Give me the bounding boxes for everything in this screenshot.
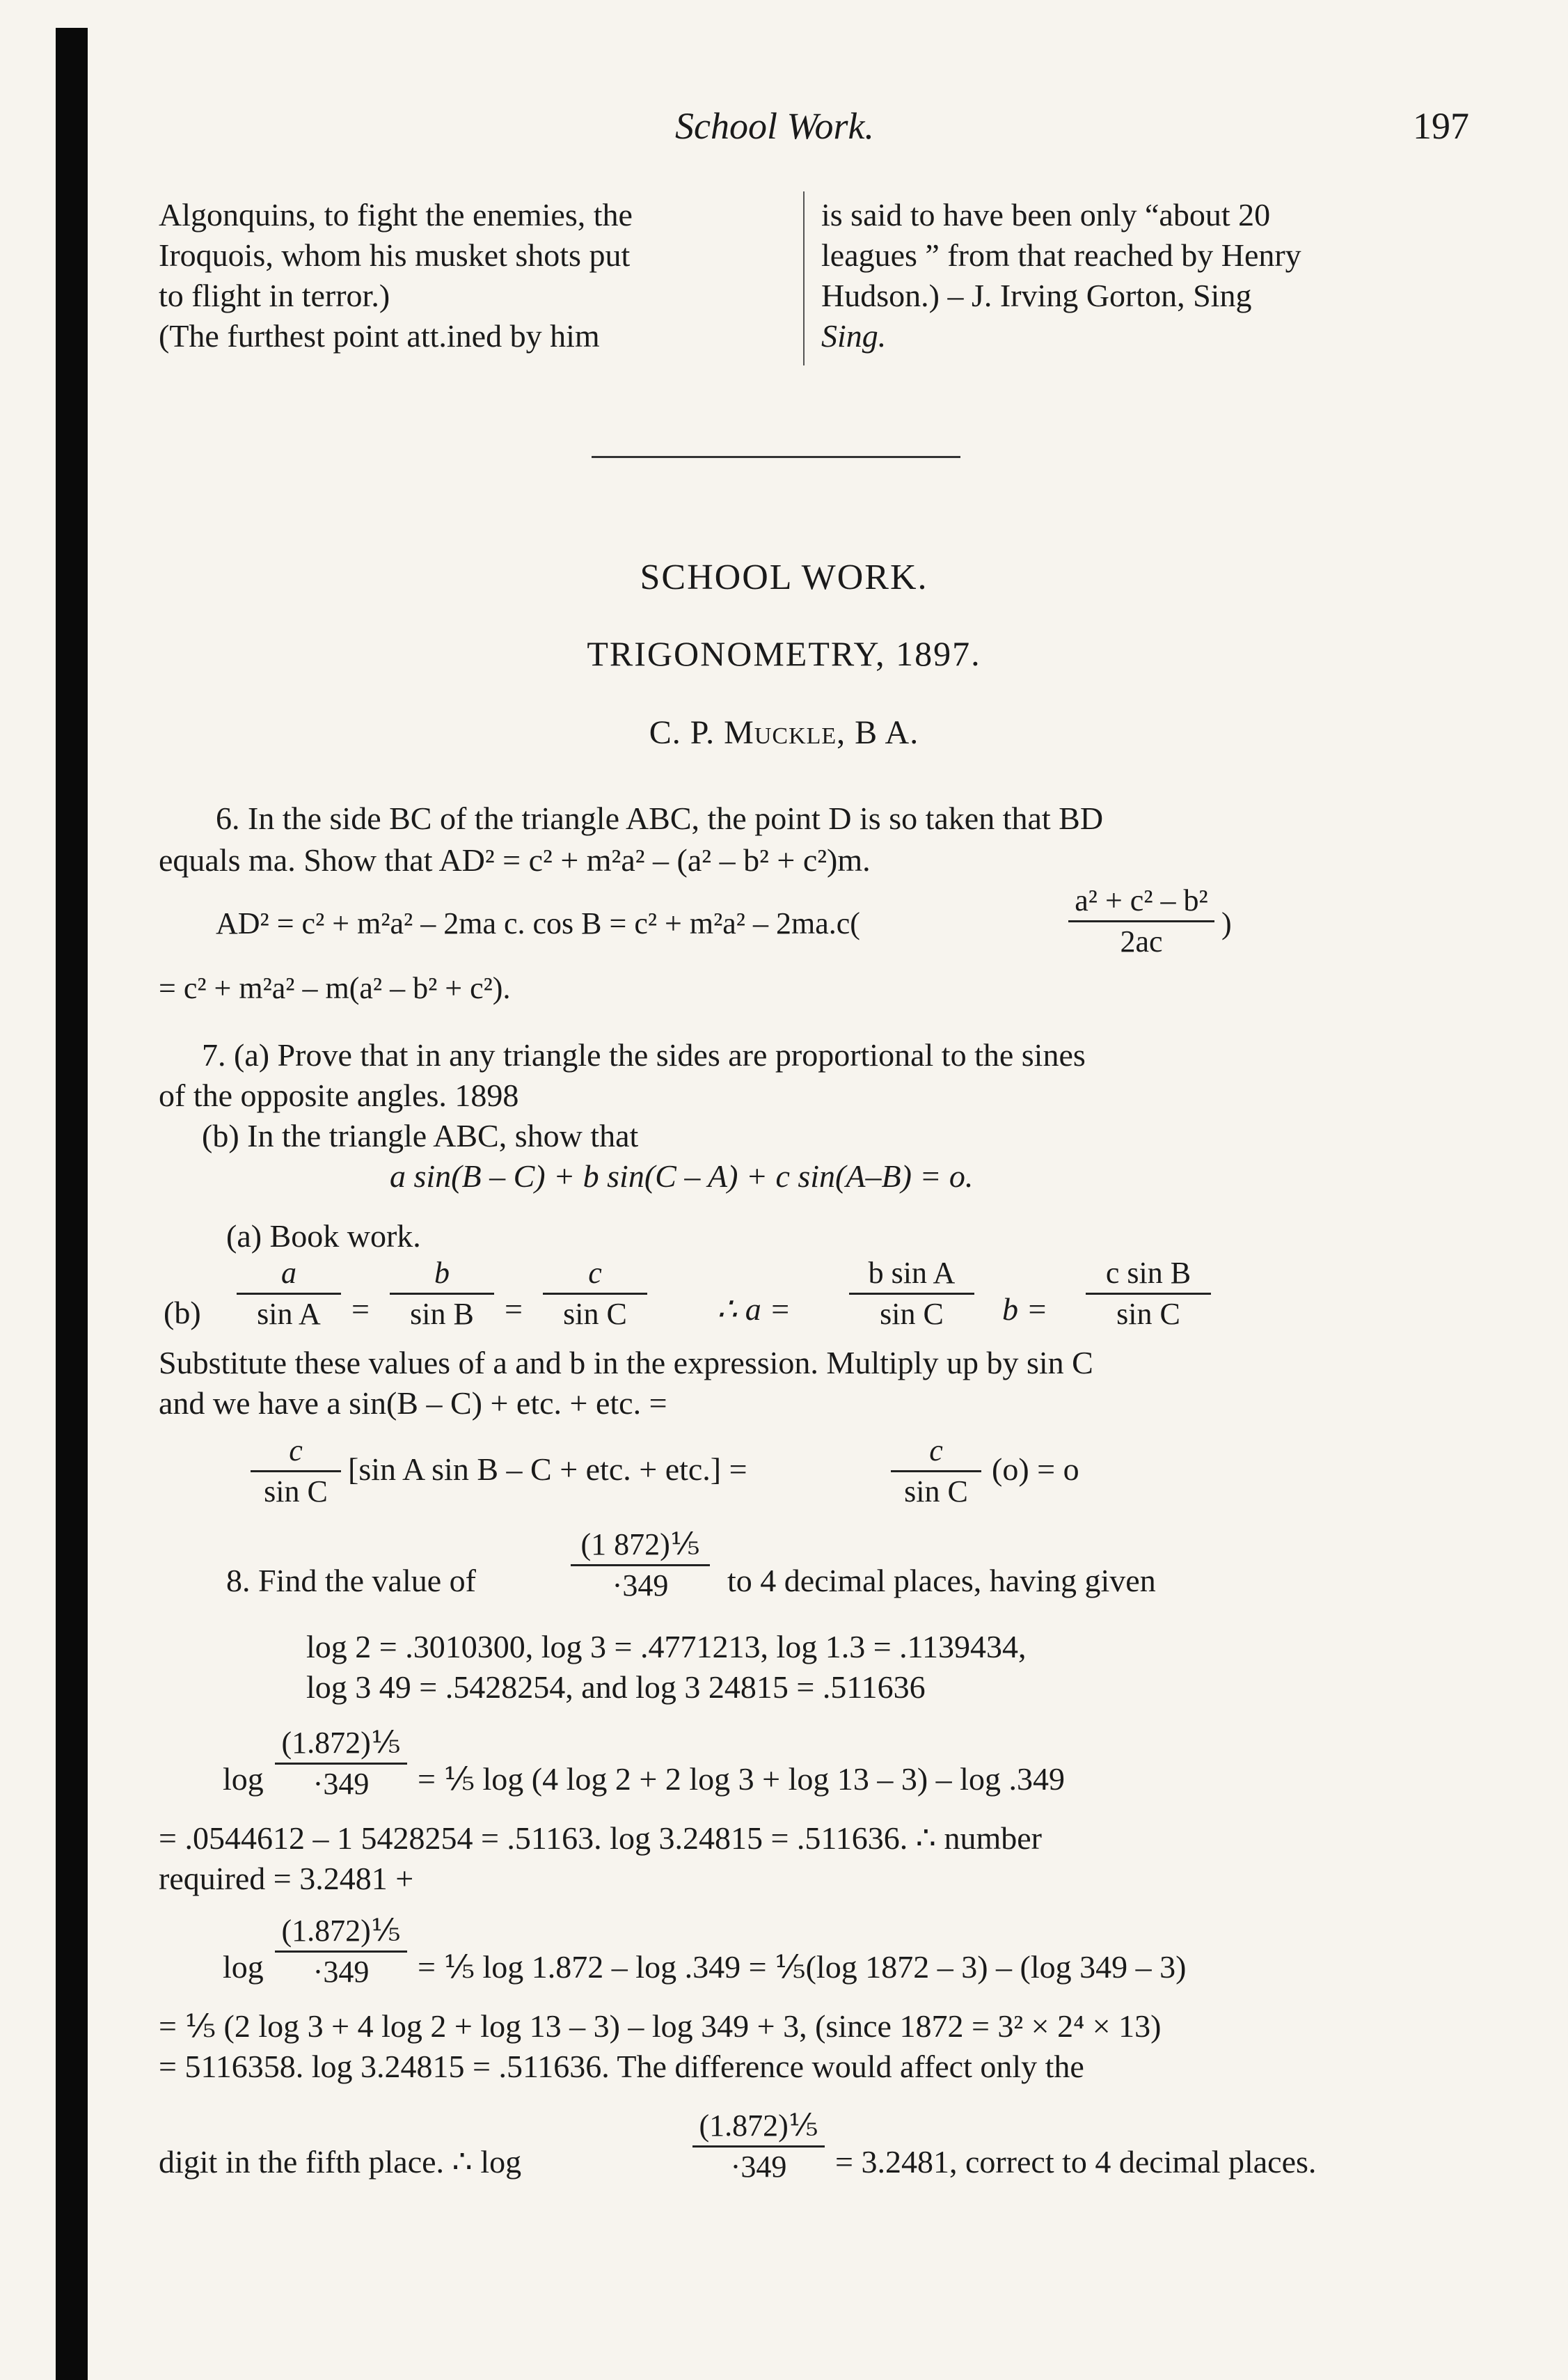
q8-final-result: = 3.2481, correct to 4 decimal places. bbox=[835, 2144, 1317, 2180]
fraction-bar bbox=[237, 1293, 341, 1295]
fraction-bar bbox=[891, 1470, 981, 1472]
q7-therefore-a: ∴ a = bbox=[717, 1291, 791, 1327]
fraction-bar bbox=[692, 2145, 825, 2147]
q7-fraction-a bbox=[237, 1256, 341, 1332]
fraction-denominator: sin C bbox=[1116, 1297, 1180, 1332]
fraction-numerator: b bbox=[434, 1256, 450, 1290]
fraction-bar bbox=[849, 1293, 974, 1295]
fraction-denominator: sin A bbox=[257, 1297, 321, 1332]
q7-part-b: (b) In the triangle ABC, show that bbox=[202, 1118, 639, 1153]
fraction-bar bbox=[275, 1763, 407, 1765]
left-column-line: Iroquois, whom his musket shots put bbox=[159, 237, 631, 273]
q7-result: (o) = o bbox=[992, 1451, 1079, 1487]
right-column-line: Sing. bbox=[821, 318, 887, 354]
q8-working-4: = ⅕ log 1.872 – log .349 = ⅕(log 1872 – 3) – (log 349 – 3) bbox=[418, 1949, 1187, 1985]
q8-intro-rest: to 4 decimal places, having given bbox=[727, 1563, 1156, 1598]
section-subtitle: TRIGONOMETRY, 1897. bbox=[587, 634, 981, 673]
fraction-denominator: sin C bbox=[563, 1297, 627, 1332]
fraction-denominator: sin B bbox=[410, 1297, 474, 1332]
running-title: School Work. bbox=[675, 105, 874, 147]
q6-fraction-numerator: a² + c² – b² bbox=[1075, 883, 1208, 917]
fraction-numerator: b sin A bbox=[868, 1256, 956, 1290]
fraction-numerator: c sin B bbox=[1105, 1256, 1191, 1290]
q7-fraction-c bbox=[543, 1256, 647, 1332]
fraction-denominator: sin C bbox=[264, 1474, 328, 1509]
left-column-line: to flight in terror.) bbox=[159, 278, 390, 313]
q8-working-3: required = 3.2481 + bbox=[159, 1861, 414, 1896]
fraction-numerator: (1.872)⅕ bbox=[699, 2109, 818, 2143]
q7-fraction-c-over-sinc bbox=[251, 1434, 341, 1509]
fraction-bar bbox=[543, 1293, 647, 1295]
fraction-numerator: a bbox=[281, 1256, 296, 1290]
q7-substitute-line2: and we have a sin(B – C) + etc. + etc. = bbox=[159, 1385, 667, 1421]
fraction-bar bbox=[571, 1564, 710, 1566]
q7-answer-a: (a) Book work. bbox=[226, 1218, 421, 1254]
fraction-denominator: sin C bbox=[880, 1297, 944, 1332]
q8-given-line2: log 3 49 = .5428254, and log 3 24815 = .511636 bbox=[306, 1669, 926, 1705]
q7-substitute-line1: Substitute these values of a and b in the expression. Multiply up by sin C bbox=[159, 1345, 1093, 1380]
q6-working-1: AD² = c² + m²a² – 2ma c. cos B = c² + m²a² – 2ma.c( bbox=[216, 906, 860, 940]
q7-b-equals: b = bbox=[1002, 1291, 1048, 1327]
fraction-numerator: c bbox=[588, 1256, 602, 1290]
fraction-numerator: c bbox=[929, 1433, 943, 1467]
section-rule bbox=[592, 456, 960, 458]
q8-given-line1: log 2 = .3010300, log 3 = .4771213, log 1.3 = .1139434, bbox=[306, 1629, 1027, 1664]
column-divider bbox=[803, 191, 805, 365]
fraction-denominator: ·349 bbox=[730, 2150, 787, 2184]
fraction-bar bbox=[390, 1293, 494, 1295]
fraction-denominator: ·349 bbox=[312, 1955, 370, 1989]
section-author: C. P. Muckle, B A. bbox=[649, 714, 919, 751]
equals-sign: = bbox=[505, 1291, 523, 1327]
section-title: SCHOOL WORK. bbox=[640, 558, 928, 597]
q7-answer-b-label: (b) bbox=[164, 1295, 201, 1330]
q8-working-7: digit in the fifth place. ∴ log bbox=[159, 2144, 522, 2180]
fraction-bar bbox=[275, 1951, 407, 1953]
q8-intro: 8. Find the value of bbox=[226, 1563, 476, 1598]
fraction-numerator: c bbox=[289, 1433, 303, 1467]
right-column-line: is said to have been only “about 20 bbox=[821, 197, 1271, 233]
q8-working-1: = ⅕ log (4 log 2 + 2 log 3 + log 13 – 3) – log .349 bbox=[418, 1761, 1065, 1797]
q6-working-2: = c² + m²a² – m(a² – b² + c²). bbox=[159, 971, 511, 1005]
fraction-numerator: (1.872)⅕ bbox=[281, 1914, 401, 1948]
q7-part-b-equation: a sin(B – C) + b sin(C – A) + c sin(A–B) = o. bbox=[390, 1158, 974, 1194]
q7-fraction-c-over-sinc-2 bbox=[891, 1434, 981, 1509]
q7-bracket-expression: [sin A sin B – C + etc. + etc.] = bbox=[348, 1451, 747, 1487]
left-column-line: (The furthest point att.ined by him bbox=[159, 318, 600, 354]
q7-fraction-a-value bbox=[849, 1256, 974, 1332]
fraction-bar bbox=[1086, 1293, 1211, 1295]
q8-working-2: = .0544612 – 1 5428254 = .51163. log 3.24815 = .511636. ∴ number bbox=[159, 1820, 1042, 1856]
q8-log-label-2: log bbox=[223, 1949, 264, 1985]
q8-log-label-1: log bbox=[223, 1761, 264, 1797]
q6-working-1-close: ) bbox=[1221, 906, 1232, 940]
fraction-denominator: ·349 bbox=[312, 1767, 370, 1802]
q8-working-fraction-1 bbox=[275, 1726, 407, 1802]
fraction-denominator: sin C bbox=[904, 1474, 968, 1509]
fraction-numerator: (1 872)⅕ bbox=[580, 1527, 700, 1561]
right-column-line: Hudson.) – J. Irving Gorton, Sing bbox=[821, 278, 1252, 313]
q6-statement-line2: equals ma. Show that AD² = c² + m²a² – (a² – b² + c²)m. bbox=[159, 842, 871, 878]
q7-part-a: 7. (a) Prove that in any triangle the sides are proportional to the sines bbox=[202, 1037, 1086, 1073]
fraction-numerator: (1.872)⅕ bbox=[281, 1726, 401, 1760]
q6-fraction-denominator: 2ac bbox=[1120, 924, 1163, 959]
equals-sign: = bbox=[351, 1291, 370, 1327]
fraction-denominator: ·349 bbox=[612, 1568, 669, 1603]
q8-working-6: = 5116358. log 3.24815 = .511636. The difference would affect only the bbox=[159, 2049, 1084, 2084]
q6-fraction bbox=[1068, 884, 1214, 959]
q7-part-a-line2: of the opposite angles. 1898 bbox=[159, 1078, 519, 1113]
right-column-line: leagues ” from that reached by Henry bbox=[821, 237, 1301, 273]
q6-statement-line1: 6. In the side BC of the triangle ABC, the point D is so taken that BD bbox=[216, 801, 1104, 836]
q7-fraction-b bbox=[390, 1256, 494, 1332]
q8-fraction bbox=[571, 1528, 710, 1603]
fraction-bar bbox=[1068, 920, 1214, 922]
fraction-bar bbox=[251, 1470, 341, 1472]
q8-working-5: = ⅕ (2 log 3 + 4 log 2 + log 13 – 3) – log 349 + 3, (since 1872 = 3² × 2⁴ × 13) bbox=[159, 2008, 1162, 2044]
q8-working-fraction-2 bbox=[275, 1914, 407, 1989]
q7-fraction-b-value bbox=[1086, 1256, 1211, 1332]
left-column-line: Algonquins, to fight the enemies, the bbox=[159, 197, 633, 233]
page-number: 197 bbox=[1413, 105, 1469, 147]
q8-working-fraction-3 bbox=[692, 2109, 825, 2184]
